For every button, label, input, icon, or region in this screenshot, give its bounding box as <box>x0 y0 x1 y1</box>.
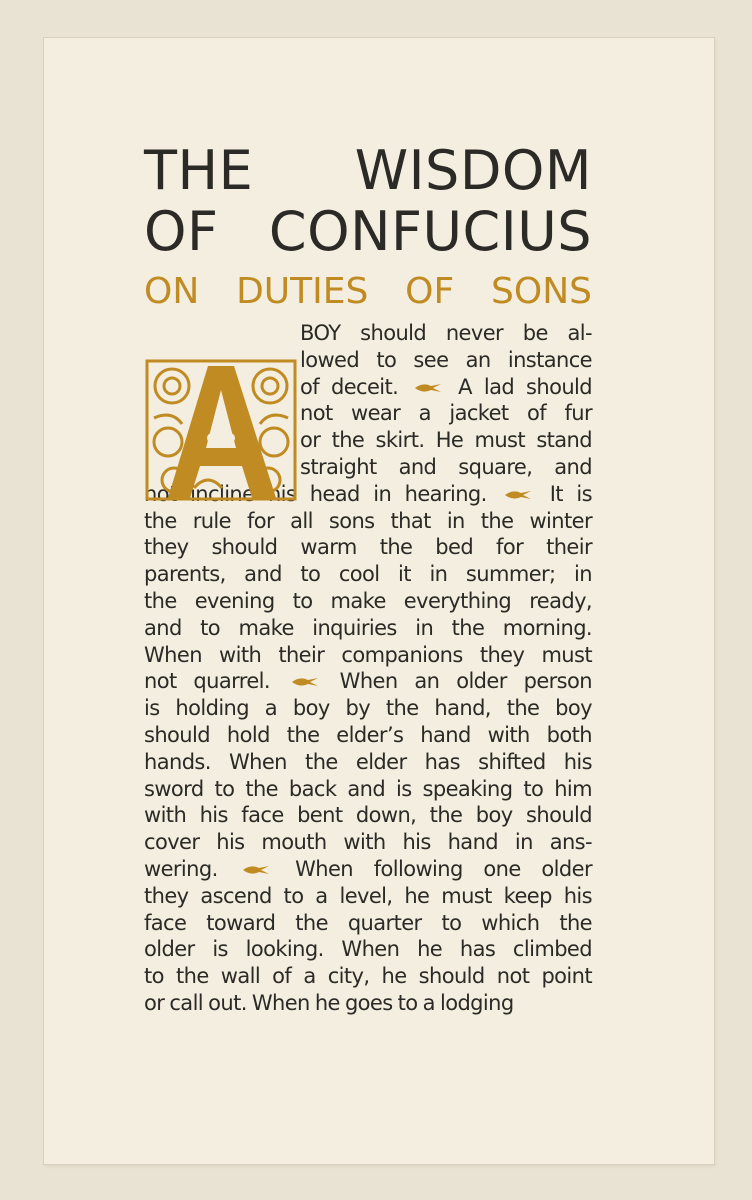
body-line: they ascend to a level, he must keep his <box>144 883 592 908</box>
body-line: straight and square, and <box>300 454 592 479</box>
body-line: or the skirt. He must stand <box>300 428 592 453</box>
body-line: with his face bent down, the boy should <box>144 803 592 828</box>
body-line: parents, and to cool it in summer; in <box>144 562 592 587</box>
body-line: hands. When the elder has shifted his <box>144 749 592 774</box>
body-line: to the wall of a city, he should not point <box>144 964 592 989</box>
leaf-ornament-icon <box>290 675 320 689</box>
title-line-2: OF CONFUCIUS <box>144 200 592 263</box>
body-line: the rule for all sons that in the winter <box>144 508 592 533</box>
body-line: sword to the back and is speaking to him <box>144 776 592 801</box>
body-line: BOY should never be al- <box>300 321 592 345</box>
body-line: the evening to make everything ready, <box>144 588 592 613</box>
body-line: not incline his head in hearing. It is <box>144 481 592 506</box>
body-line: wering. When following one older <box>144 856 592 881</box>
page-content <box>144 140 592 1017</box>
body-line: When with their companions they must <box>144 642 592 667</box>
body-line: and to make inquiries in the morning. <box>144 615 592 640</box>
body-line: of deceit. A lad should <box>300 374 593 399</box>
body-line: or call out. When he goes to a lodging <box>144 990 514 1015</box>
leaf-ornament-icon <box>503 488 533 502</box>
body-line: not quarrel. When an older person <box>144 669 592 694</box>
leaf-ornament-icon <box>241 863 271 877</box>
body-line: older is looking. When he has climbed <box>144 937 592 962</box>
body-line: should hold the elder’s hand with both <box>144 722 592 747</box>
body-line: lowed to see an instance <box>300 347 592 372</box>
body-line: they should warm the bed for their <box>144 535 592 560</box>
subtitle: ON DUTIES OF SONS <box>144 271 592 312</box>
body-line: is holding a boy by the hand, the boy <box>144 696 592 721</box>
body-line: cover his mouth with his hand in ans- <box>144 830 592 855</box>
body-line: face toward the quarter to which the <box>144 910 592 935</box>
drop-cap-a-ornament <box>144 358 298 502</box>
body-line: not wear a jacket of fur <box>300 401 592 426</box>
book-page <box>44 38 714 1164</box>
title-line-1: THE WISDOM <box>144 139 592 202</box>
leaf-ornament-icon <box>413 381 443 395</box>
